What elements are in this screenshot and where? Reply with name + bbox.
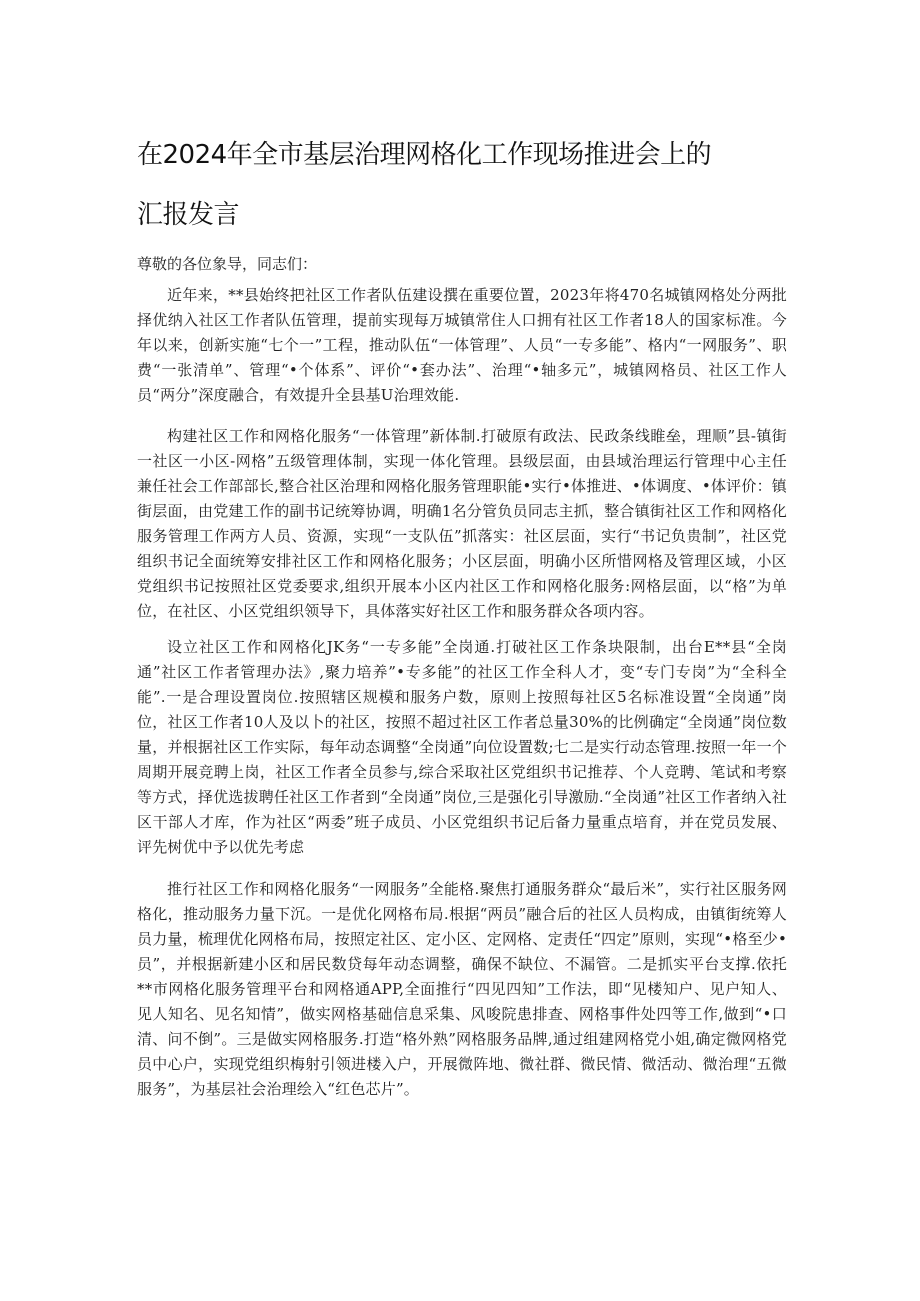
paragraph-multi-skill-posts: 设立社区工作和网格化JK务“一专多能”全岗通.打破社区工作条块限制，出台E**县“全岗通”社区工作者管理办法》,聚力培养”•专多能”的社区工作全科人才，变“专门专岗”为“全科全能”.一是合理设置岗位.按照辖区规模和服务户数，原则上按照每社区5名标准设置“全岗通”岗位，社区工作者10人及以卜的社区，按照不超过社区工作者总量30%的比例确定“全岗通”岗位数量，并根据社区工作实际，每年动态调整“全岗通”向位设置数;七二是实行动态管理.按照一年一个周期开展竞聘上岗，社区工作者全员参与,综合采取社区党组织书记推荐、个人竞聘、笔试和考察等方式，择优选拔聘任社区工作者到“全岗通”岗位,三是强化引导激励.“全岗通”社区工作者纳入社区干部人才库，作为社区“两委”班子成员、小区党组织书记后备力量重点培育，并在党员发展、评先树优中予以优先考虑 [137, 638, 787, 856]
document-title-line-2: 汇报发言 [137, 200, 240, 230]
document-title-line-1: 在2024年全市基层治理网格化工作现场推进会上的 [137, 140, 712, 170]
paragraph-unified-management: 构建社区工作和网格化服务“一体管理”新体制.打破原有政法、民政条线睢垒，理顺”县-镇街一社区一小区-网格”五级管理体制，实现一体化管理。县级层面，由县域治理运行管理中心主任兼任社会工作部部长,整合社区治理和网格化服务管理职能•实行•体推进、•体调度、•体评价：镇街层面，由党建工作的副书记统筹协调，明确1名分管负员同志主抓，整合镇街社区工作和网格化服务管理工作两方人员、资源，实现“一支队伍”抓落实：社区层面，实行“书记负贵制”，社区党组织书记全面统筹安排社区工作和网格化服务；小区层面，明确小区所惜网格及管理区域，小区党组织书记按照社区党委要求,组织开展本小区内社区工作和网格化服务:网格层面，以“格”为单位，在社区、小区党组织领导下，具体落实好社区工作和服务群众各项内容。 [137, 427, 787, 620]
paragraph-grid-service: 推行社区工作和网格化服务“一网服务”全能格.聚焦打通服务群众“最后米”，实行社区服务网格化，推动服务力量下沉。一是优化网格布局.根据“两员”融合后的社区人员构成，由镇街统筹人员力量，梳理优化网格布局，按照定社区、定小区、定网格、定责任“四定”原则，实现“•格至少•员”，并根据新建小区和居民数贷每年动态调整，确保不缺位、不漏管。二是抓实平台支撑.依托**市网格化服务管理平台和网格通APP,全面推行“四见四知”工作法，即“见楼知户、见户知人、见人知名、见名知情”，做实网格基础信息采集、风唆院患排查、网格事件处四等工作,做到“•口清、问不倒”。三是做实网格服务.打造“格外熟”网格服务品牌,通过组建网格党小姐,确定微网格党员中心户，实现党组织梅射引领进楼入户，开展微阵地、微社群、微民情、微活动、微治理“五微服务”，为基层社会治理绘入“红色芯片”。 [137, 880, 787, 1098]
salutation: 尊敬的各位象导，同志们： [137, 255, 318, 273]
document-page [137, 136, 787, 1102]
paragraph-intro: 近年来，**县始终把社区工作者队伍建设撰在重要位置，2023年将470名城镇网格处分两批择优纳入社区工作者队伍管理，提前实现每万城镇常住人口拥有社区工作者18人的国家标准。今年以来，创新实施“七个一”工程，推动队伍“一体管理”、人员“一专多能”、格内“一网服务”、职费“一张清单”、管理“•个体系”、评价“•套办法”、治理“•轴多元”，城镇网格员、社区工作人员“两分”深度融合，有效提升全县基U治理效能. [137, 286, 787, 404]
